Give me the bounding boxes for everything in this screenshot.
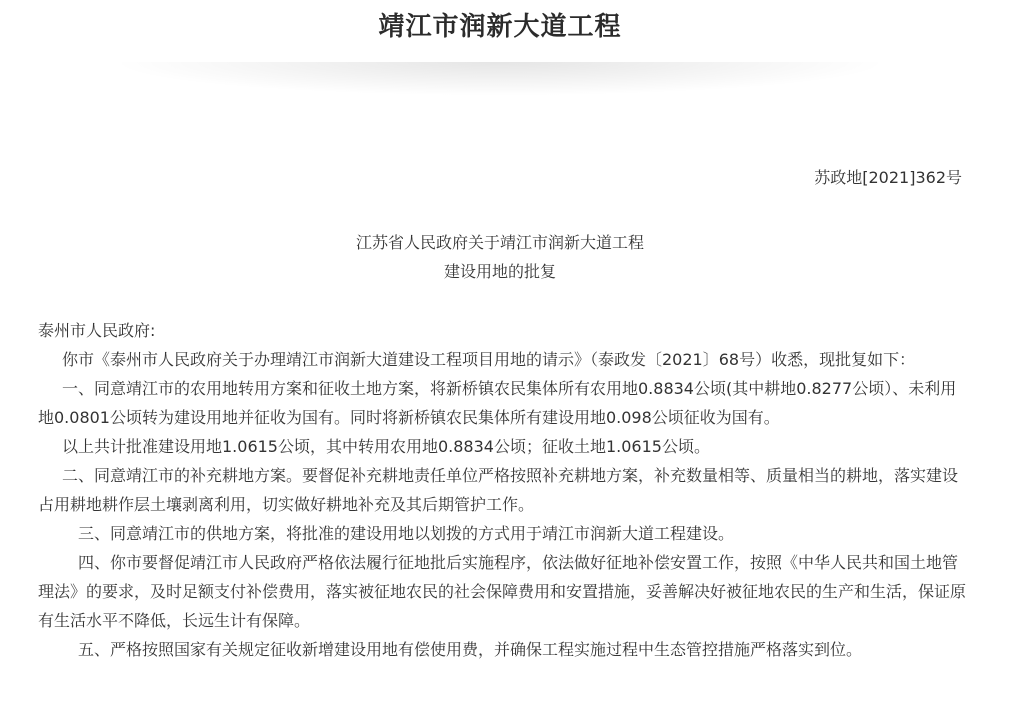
paragraph-5: 五、严格按照国家有关规定征收新增建设用地有偿使用费，并确保工程实施过程中生态管控措施严格落实到位。 xyxy=(78,640,863,659)
paragraph-3: 三、同意靖江市的供地方案，将批准的建设用地以划拨的方式用于靖江市润新大道工程建设。 xyxy=(78,524,735,543)
paragraph-total: 以上共计批准建设用地1.0615公顷，其中转用农用地0.8834公顷；征收土地1.0615公顷。 xyxy=(62,437,710,456)
title-divider-shadow xyxy=(110,62,890,96)
document-body xyxy=(38,316,968,664)
document-subtitle-line1: 江苏省人民政府关于靖江市润新大道工程 xyxy=(355,233,644,252)
document-number: 苏政地[2021]362号 xyxy=(814,168,962,187)
addressee: 泰州市人民政府: xyxy=(38,321,156,340)
paragraph-intro: 你市《泰州市人民政府关于办理靖江市润新大道建设工程项目用地的请示》（泰政发〔2021〕68号）收悉，现批复如下： xyxy=(62,350,916,369)
document-subtitle-line2: 建设用地的批复 xyxy=(443,262,556,281)
paragraph-2: 二、同意靖江市的补充耕地方案。要督促补充耕地责任单位严格按照补充耕地方案，补充数量相等、质量相当的耕地，落实建设占用耕地耕作层土壤剥离利用，切实做好耕地补充及其后期管护工作。 xyxy=(38,466,959,514)
page-title: 靖江市润新大道工程 xyxy=(378,12,622,42)
paragraph-1: 一、同意靖江市的农用地转用方案和征收土地方案，将新桥镇农民集体所有农用地0.8834公顷(其中耕地0.8277公顷）、未利用地0.0801公顷转为建设用地并征收为国有。同时将新桥镇农民集体所有建设用地0.098公顷征收为国有。 xyxy=(38,379,957,427)
paragraph-4: 四、你市要督促靖江市人民政府严格依法履行征地批后实施程序，依法做好征地补偿安置工作，按照《中华人民共和国土地管理法》的要求，及时足额支付补偿费用，落实被征地农民的社会保障费用和安置措施，妥善解决好被征地农民的生产和生活，保证原有生活水平不降低，长远生计有保障。 xyxy=(38,553,967,630)
